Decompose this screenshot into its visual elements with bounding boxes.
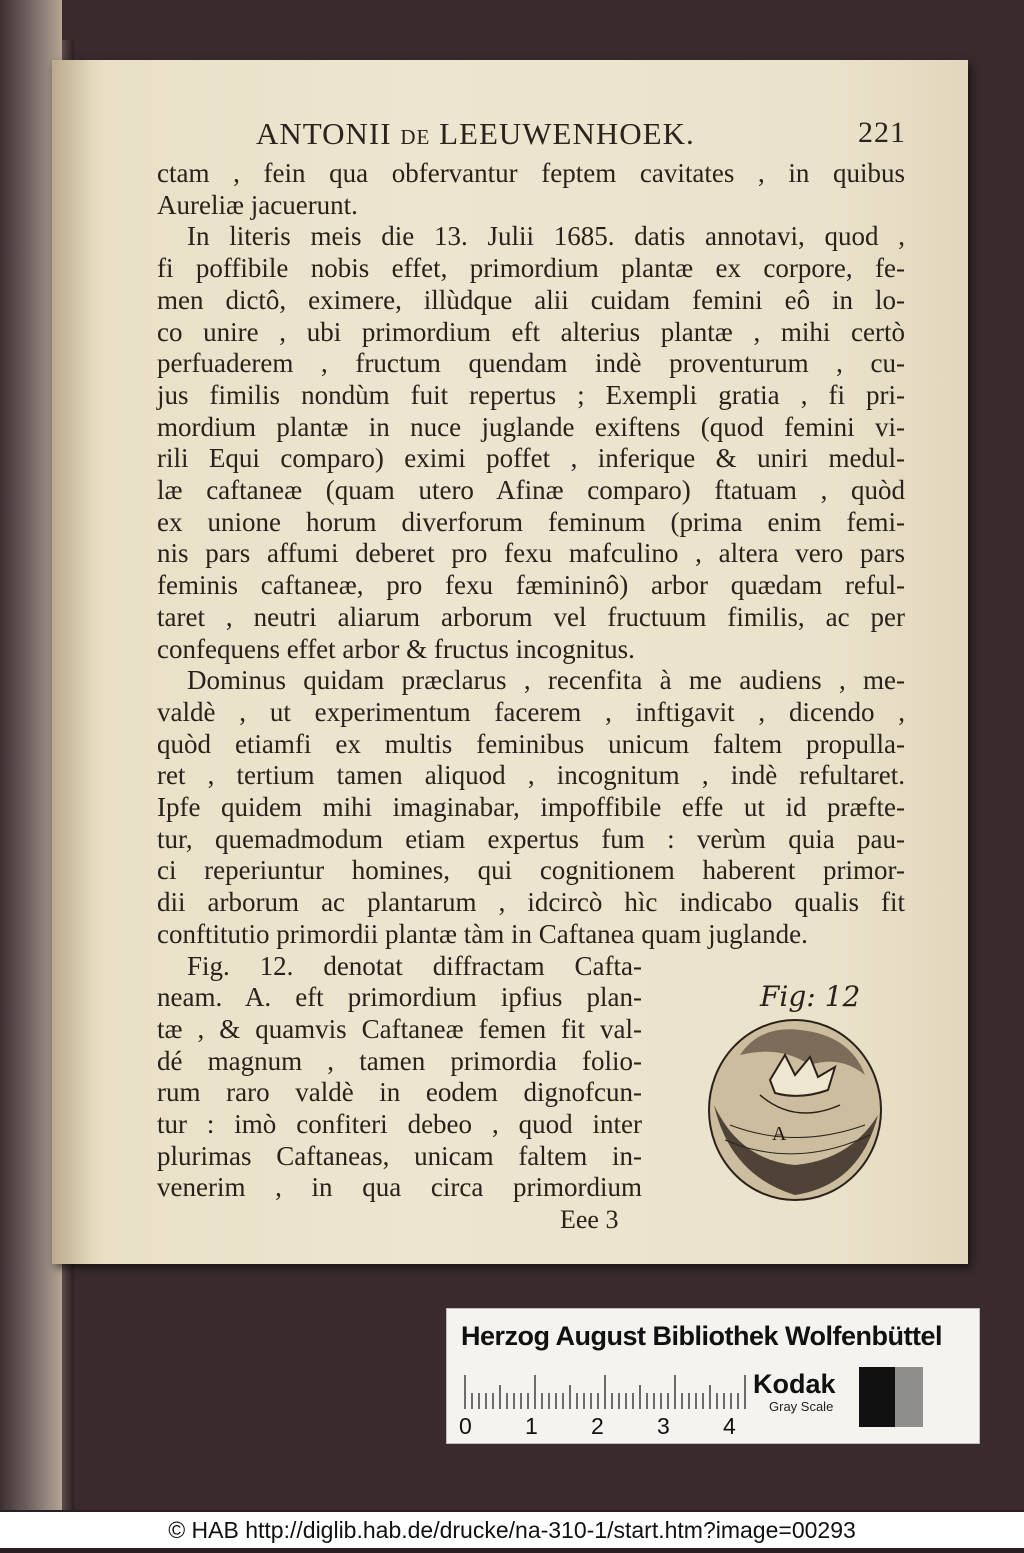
text-line: rum raro valdè in eodem dignofcun- — [157, 1077, 642, 1108]
chestnut-figure — [700, 975, 890, 1205]
text-line: tur : imò confiteri debeo , quod inter — [157, 1109, 642, 1139]
text-line: In literis meis die 13. Julii 1685. datis annotavi, quod , — [187, 221, 905, 252]
library-name: Herzog August Bibliothek Wolfenbüttel — [461, 1321, 942, 1351]
text-line: quòd etiamfi ex multis feminibus unicum faltem propulla- — [157, 728, 905, 759]
swatch-black — [859, 1367, 895, 1427]
text-line: læ caftaneæ (quam utero Afinæ comparo) ftatuam , quòd — [157, 475, 905, 505]
text-line: conftitutio primordii plantæ tàm in Caftanea quam juglande. — [157, 918, 808, 949]
ruler-number: 0 — [459, 1413, 472, 1439]
text-line: taret , neutri aliarum arborum vel fructuum fimilis, ac per — [157, 601, 905, 632]
text-line: nis pars affumi deberet pro fexu mafculino , altera vero pars — [157, 538, 905, 569]
ruler-number: 4 — [723, 1413, 736, 1439]
text-line: co unire , ubi primordium eft alterius plantæ , mihi certò — [157, 316, 905, 347]
text-line: dé magnum , tamen primordia folio- — [157, 1045, 642, 1076]
color-calibration-bar — [446, 1308, 980, 1444]
figure-label: Fig: 12 — [760, 980, 861, 1013]
text-line: venerim , in qua circa primordium — [157, 1172, 642, 1203]
text-line: mordium plantæ in nuce juglande exiftens (quod femini vi- — [157, 411, 905, 442]
text-line: men dictô, eximere, illùdque alii cuidam femini eô in lo- — [157, 284, 905, 315]
swatch-gray — [895, 1367, 923, 1427]
page-number: 221 — [858, 116, 906, 149]
text-line: neam. A. eft primordium ipfius plan- — [157, 982, 642, 1013]
text-line: Dominus quidam præclarus , recenfita à me audiens , me- — [187, 665, 905, 696]
swatch-white — [923, 1367, 953, 1427]
text-line: valdè , ut experimentum facerem , inftigavit , dicendo , — [157, 696, 905, 727]
text-line: tur, quemadmodum etiam expertus fum : verùm quia pau- — [157, 823, 905, 854]
text-line: ex unione horum diverforum feminum (prima enim femi- — [157, 506, 905, 537]
author-first: ANTONII — [256, 116, 392, 151]
text-line: Fig. 12. denotat diffractam Cafta- — [187, 950, 642, 981]
header-author — [256, 116, 695, 152]
text-line: Aureliæ jacuerunt. — [157, 189, 358, 220]
text-line: jus fimilis nondùm fuit repertus ; Exempli gratia , fi pri- — [157, 379, 905, 410]
text-line: confequens effet arbor & fructus incognitus. — [157, 633, 635, 664]
gray-scale-label: Gray Scale — [769, 1399, 834, 1414]
text-line: rili Equi comparo) eximi poffet , inferique & uniri medul- — [157, 443, 905, 474]
text-line: ret , tertium tamen aliquod , incognitum , indè refultaret. — [157, 760, 905, 791]
text-line: fi poffibile nobis effet, primordium plantæ ex corpore, fe- — [157, 253, 905, 284]
scale-ruler — [463, 1375, 753, 1409]
copyright-footer: © HAB http://diglib.hab.de/drucke/na-310-1/start.htm?image=00293 — [0, 1512, 1024, 1548]
figure-marker-a: A — [772, 1123, 787, 1145]
text-line: ctam , fein qua obfervantur feptem cavitates , in quibus — [157, 158, 905, 188]
page-edge-stain — [52, 60, 92, 1264]
ruler-number: 3 — [657, 1413, 670, 1439]
text-line: Ipfe quidem mihi imaginabar, impoffibile effe ut id præfte- — [157, 792, 905, 822]
running-header — [256, 116, 906, 156]
signature-mark: Eee 3 — [560, 1205, 619, 1234]
text-line: perfuaderem , fructum quendam indè proventurum , cu- — [157, 348, 905, 379]
text-line: feminis caftaneæ, pro fexu fæmininô) arbor quædam reful- — [157, 570, 905, 601]
author-last: LEEUWENHOEK. — [439, 116, 695, 151]
text-line: tæ , & quamvis Caftaneæ femen fit val- — [157, 1013, 642, 1044]
kodak-logo: Kodak — [753, 1369, 836, 1399]
author-particle: DE — [400, 125, 431, 149]
text-line: dii arborum ac plantarum , idcircò hìc indicabo qualis fit — [157, 887, 905, 918]
ruler-number: 1 — [525, 1413, 538, 1439]
text-line: plurimas Caftaneas, unicam faltem in- — [157, 1140, 642, 1171]
text-line: ci reperiuntur homines, qui cognitionem haberent primor- — [157, 855, 905, 886]
ruler-number: 2 — [591, 1413, 604, 1439]
